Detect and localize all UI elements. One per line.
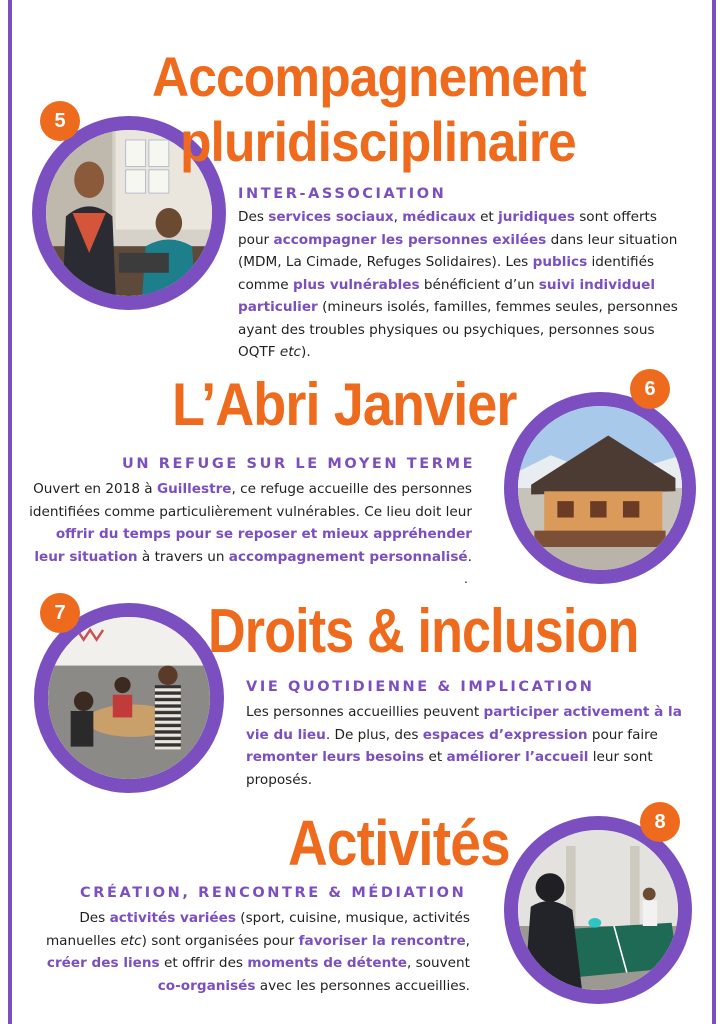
section-title: L’Abri Janvier <box>172 371 517 438</box>
highlighted-text: accompagnement personnalisé <box>228 548 468 565</box>
highlighted-text: améliorer l’accueil <box>446 749 589 765</box>
trailing-dot: . <box>464 570 468 586</box>
paragraph-text: leur sont proposés. <box>246 749 653 788</box>
section-title-line1: Accompagnement <box>152 45 586 108</box>
section-paragraph <box>246 701 694 791</box>
paragraph-text: identifiés comme <box>238 254 655 293</box>
section-number: 7 <box>54 601 66 624</box>
paragraph-text: . De plus, des <box>325 726 423 743</box>
section-subtitle: VIE QUOTIDIENNE & IMPLICATION <box>246 679 595 695</box>
section-subtitle: CRÉATION, RENCONTRE & MÉDIATION <box>80 885 467 901</box>
highlighted-text: favoriser la rencontre <box>298 932 466 949</box>
section-title-line2: pluridisciplinaire <box>180 110 576 173</box>
paragraph-text: , <box>393 209 403 225</box>
section-paragraph <box>238 206 678 364</box>
paragraph-text: . <box>467 548 472 565</box>
paragraph-text: , souvent <box>406 955 470 971</box>
highlighted-text: remonter leurs besoins <box>246 749 425 765</box>
paragraph-text: et <box>424 749 447 765</box>
paragraph-text: sont offerts pour <box>238 209 657 248</box>
highlighted-text: suivi individuel particulier <box>238 276 656 315</box>
paragraph-text: pour faire <box>587 726 658 743</box>
paragraph-text: Les personnes accueillies peuvent <box>246 704 484 720</box>
section-number-badge <box>630 369 670 409</box>
highlighted-text: co-organisés <box>157 977 256 994</box>
paragraph-text: à travers un <box>137 548 229 565</box>
paragraph-text: etc <box>120 932 142 949</box>
highlighted-text: services sociaux <box>268 209 394 225</box>
paragraph-text: , ce refuge accueille des personnes identifiées comme particulièrement vulnérables. Ce lieu doit leur <box>29 481 472 520</box>
paragraph-text: Ouvert en 2018 à <box>33 481 157 497</box>
left-border-line <box>8 0 12 1024</box>
section-number-badge <box>640 802 680 842</box>
paragraph-text: et offrir des <box>159 955 248 971</box>
paragraph-text: et <box>475 209 499 225</box>
paragraph-text: , <box>465 932 470 949</box>
section-number-badge <box>40 593 80 633</box>
paragraph-text: dans leur situation (MDM, La Cimade, Refuges Solidaires). Les <box>238 231 678 270</box>
paragraph-text: Des <box>79 910 110 926</box>
paragraph-text: Des <box>238 209 269 225</box>
section-number: 8 <box>654 810 666 833</box>
right-border-line <box>712 0 716 1024</box>
highlighted-text: activités variées <box>109 910 236 926</box>
section-subtitle: INTER-ASSOCIATION <box>238 186 447 202</box>
section-title: Droits & inclusion <box>208 597 639 666</box>
highlighted-text: espaces d’expression <box>422 726 588 743</box>
highlighted-text: Guillestre <box>156 481 232 497</box>
highlighted-text: participer activement à la vie du lieu <box>246 704 682 743</box>
highlighted-text: plus vulnérables <box>292 276 420 293</box>
highlighted-text: publics <box>532 254 588 270</box>
paragraph-text: ) sont organisées pour <box>141 932 299 949</box>
paragraph-text: (sport, cuisine, musique, activités manuelles <box>45 910 470 949</box>
highlighted-text: médicaux <box>402 209 476 225</box>
paragraph-text: avec les personnes accueillies. <box>255 977 470 994</box>
paragraph-text: etc <box>279 344 302 360</box>
highlighted-text: moments de détente <box>247 955 407 971</box>
highlighted-text: offrir du temps pour se reposer et mieux appréhender leur situation <box>34 526 472 565</box>
paragraph-text: bénéficient d’un <box>419 276 539 293</box>
photo-mountain-chalet <box>504 392 696 584</box>
highlighted-text: créer des liens <box>46 955 160 971</box>
paragraph-text: ). <box>301 344 311 360</box>
section-subtitle: UN REFUGE SUR LE MOYEN TERME <box>122 456 476 472</box>
section-number: 5 <box>54 109 66 132</box>
highlighted-text: juridiques <box>498 209 575 225</box>
section-number: 6 <box>644 377 656 400</box>
section-title: Activités <box>288 807 510 879</box>
highlighted-text: accompagner les personnes exilées <box>273 231 547 248</box>
section-paragraph <box>28 478 472 568</box>
section-number-badge <box>40 101 80 141</box>
photo-ping-pong <box>504 816 692 1004</box>
section-paragraph <box>40 907 470 997</box>
paragraph-text: (mineurs isolés, familles, femmes seules, personnes ayant des troubles physiques ou psychiques, personnes sous OQTF <box>238 299 678 360</box>
